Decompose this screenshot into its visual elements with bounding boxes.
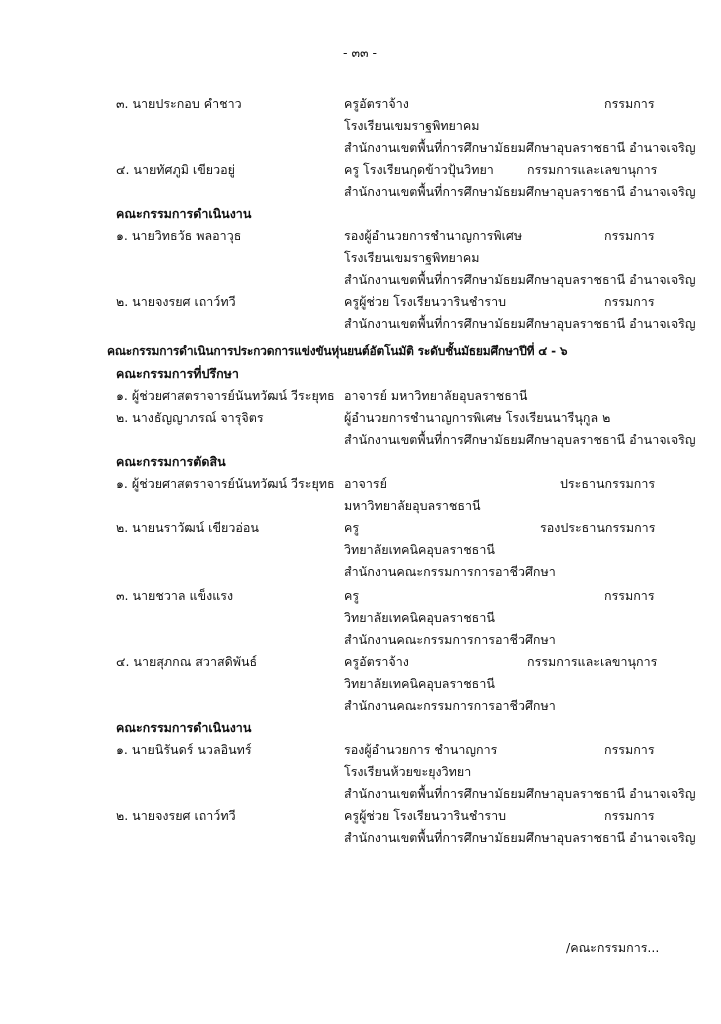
member-desc: อาจารย์ <box>344 476 387 491</box>
member-role: กรรมการ <box>604 228 655 243</box>
member-name: ๑. นายนิรันดร์ นวลอินทร์ <box>116 742 252 757</box>
member-name: ๔. นายทัศภูมิ เขียวอยู่ <box>116 162 235 177</box>
member-name: ๒. นายนราวัฒน์ เขียวอ่อน <box>116 520 259 535</box>
member-name: ๒. นางธัญญาภรณ์ จารุจิตร <box>116 410 264 425</box>
member-desc: มหาวิทยาลัยอุบลราชธานี <box>344 498 481 513</box>
member-name: ๒. นายจงรยศ เถาว์ทวี <box>116 808 236 823</box>
section-header: คณะกรรมการดำเนินงาน <box>116 206 252 221</box>
member-desc: ผู้อำนวยการชำนาญการพิเศษ โรงเรียนนารีนุกูล ๒ <box>344 410 611 425</box>
member-desc: สำนักงานคณะกรรมการการอาชีวศึกษา <box>344 564 556 579</box>
member-desc: สำนักงานเขตพื้นที่การศึกษามัธยมศึกษาอุบลราชธานี อำนาจเจริญ <box>344 272 696 287</box>
member-desc: สำนักงานเขตพื้นที่การศึกษามัธยมศึกษาอุบลราชธานี อำนาจเจริญ <box>344 830 696 845</box>
main-heading: คณะกรรมการดำเนินการประกวดการแข่งขันหุ่นยนต์อัตโนมัติ ระดับชั้นมัธยมศึกษาปีที่ ๔ - ๖ <box>107 344 568 358</box>
member-desc: ครูอัตราจ้าง <box>344 654 409 669</box>
member-desc: ครู <box>344 588 360 603</box>
section-header: คณะกรรมการดำเนินงาน <box>116 720 252 735</box>
member-name: ๑. ผู้ช่วยศาสตราจารย์นันทวัฒน์ วีระยุทธ <box>116 388 335 403</box>
member-desc: ครู <box>344 520 360 535</box>
member-desc: สำนักงานเขตพื้นที่การศึกษามัธยมศึกษาอุบลราชธานี อำนาจเจริญ <box>344 184 696 199</box>
member-role: กรรมการและเลขานุการ <box>527 162 658 177</box>
section-header: คณะกรรมการตัดสิน <box>116 454 226 469</box>
member-role: กรรมการ <box>604 96 655 111</box>
member-desc: รองผู้อำนวยการชำนาญการพิเศษ <box>344 228 523 243</box>
page-number: - ๓๓ - <box>342 45 378 60</box>
member-desc: สำนักงานเขตพื้นที่การศึกษามัธยมศึกษาอุบลราชธานี อำนาจเจริญ <box>344 432 696 447</box>
member-name: ๑. ผู้ช่วยศาสตราจารย์นันทวัฒน์ วีระยุทธ <box>116 476 335 491</box>
member-desc: รองผู้อำนวยการ ชำนาญการ <box>344 742 498 757</box>
member-desc: อาจารย์ มหาวิทยาลัยอุบลราชธานี <box>344 388 528 403</box>
member-name: ๒. นายจงรยศ เถาว์ทวี <box>116 294 236 309</box>
member-desc: วิทยาลัยเทคนิคอุบลราชธานี <box>344 542 495 557</box>
member-role: กรรมการ <box>604 588 655 603</box>
member-desc: สำนักงานคณะกรรมการการอาชีวศึกษา <box>344 698 556 713</box>
member-desc: สำนักงานเขตพื้นที่การศึกษามัธยมศึกษาอุบลราชธานี อำนาจเจริญ <box>344 786 696 801</box>
member-desc: ครูอัตราจ้าง <box>344 96 409 111</box>
member-role: รองประธานกรรมการ <box>540 520 656 535</box>
member-desc: ครู โรงเรียนกุดข้าวปุ้นวิทยา <box>344 162 494 177</box>
member-name: ๑. นายวิทธวัธ พลอาวุธ <box>116 228 242 243</box>
member-desc: โรงเรียนเขมราฐพิทยาคม <box>344 250 480 265</box>
member-role: กรรมการ <box>604 294 655 309</box>
continuation-text: /คณะกรรมการ... <box>566 940 660 955</box>
member-role: กรรมการและเลขานุการ <box>527 654 658 669</box>
member-name: ๓. นายประกอบ คำชาว <box>116 96 242 111</box>
member-desc: วิทยาลัยเทคนิคอุบลราชธานี <box>344 676 495 691</box>
member-role: กรรมการ <box>604 808 655 823</box>
section-header: คณะกรรมการที่ปรึกษา <box>116 366 239 381</box>
member-desc: สำนักงานคณะกรรมการการอาชีวศึกษา <box>344 632 556 647</box>
member-desc: ครูผู้ช่วย โรงเรียนวารินชำราบ <box>344 294 507 309</box>
member-desc: ครูผู้ช่วย โรงเรียนวารินชำราบ <box>344 808 507 823</box>
member-desc: สำนักงานเขตพื้นที่การศึกษามัธยมศึกษาอุบลราชธานี อำนาจเจริญ <box>344 316 696 331</box>
member-desc: โรงเรียนเขมราฐพิทยาคม <box>344 118 480 133</box>
member-desc: โรงเรียนห้วยขะยุงวิทยา <box>344 764 472 779</box>
member-role: กรรมการ <box>604 742 655 757</box>
member-name: ๓. นายชวาล แข็งแรง <box>116 588 234 603</box>
member-desc: วิทยาลัยเทคนิคอุบลราชธานี <box>344 610 495 625</box>
member-name: ๔. นายสุภกณ สวาสดิพันธ์ <box>116 654 258 669</box>
member-desc: สำนักงานเขตพื้นที่การศึกษามัธยมศึกษาอุบลราชธานี อำนาจเจริญ <box>344 140 696 155</box>
member-role: ประธานกรรมการ <box>560 476 656 491</box>
